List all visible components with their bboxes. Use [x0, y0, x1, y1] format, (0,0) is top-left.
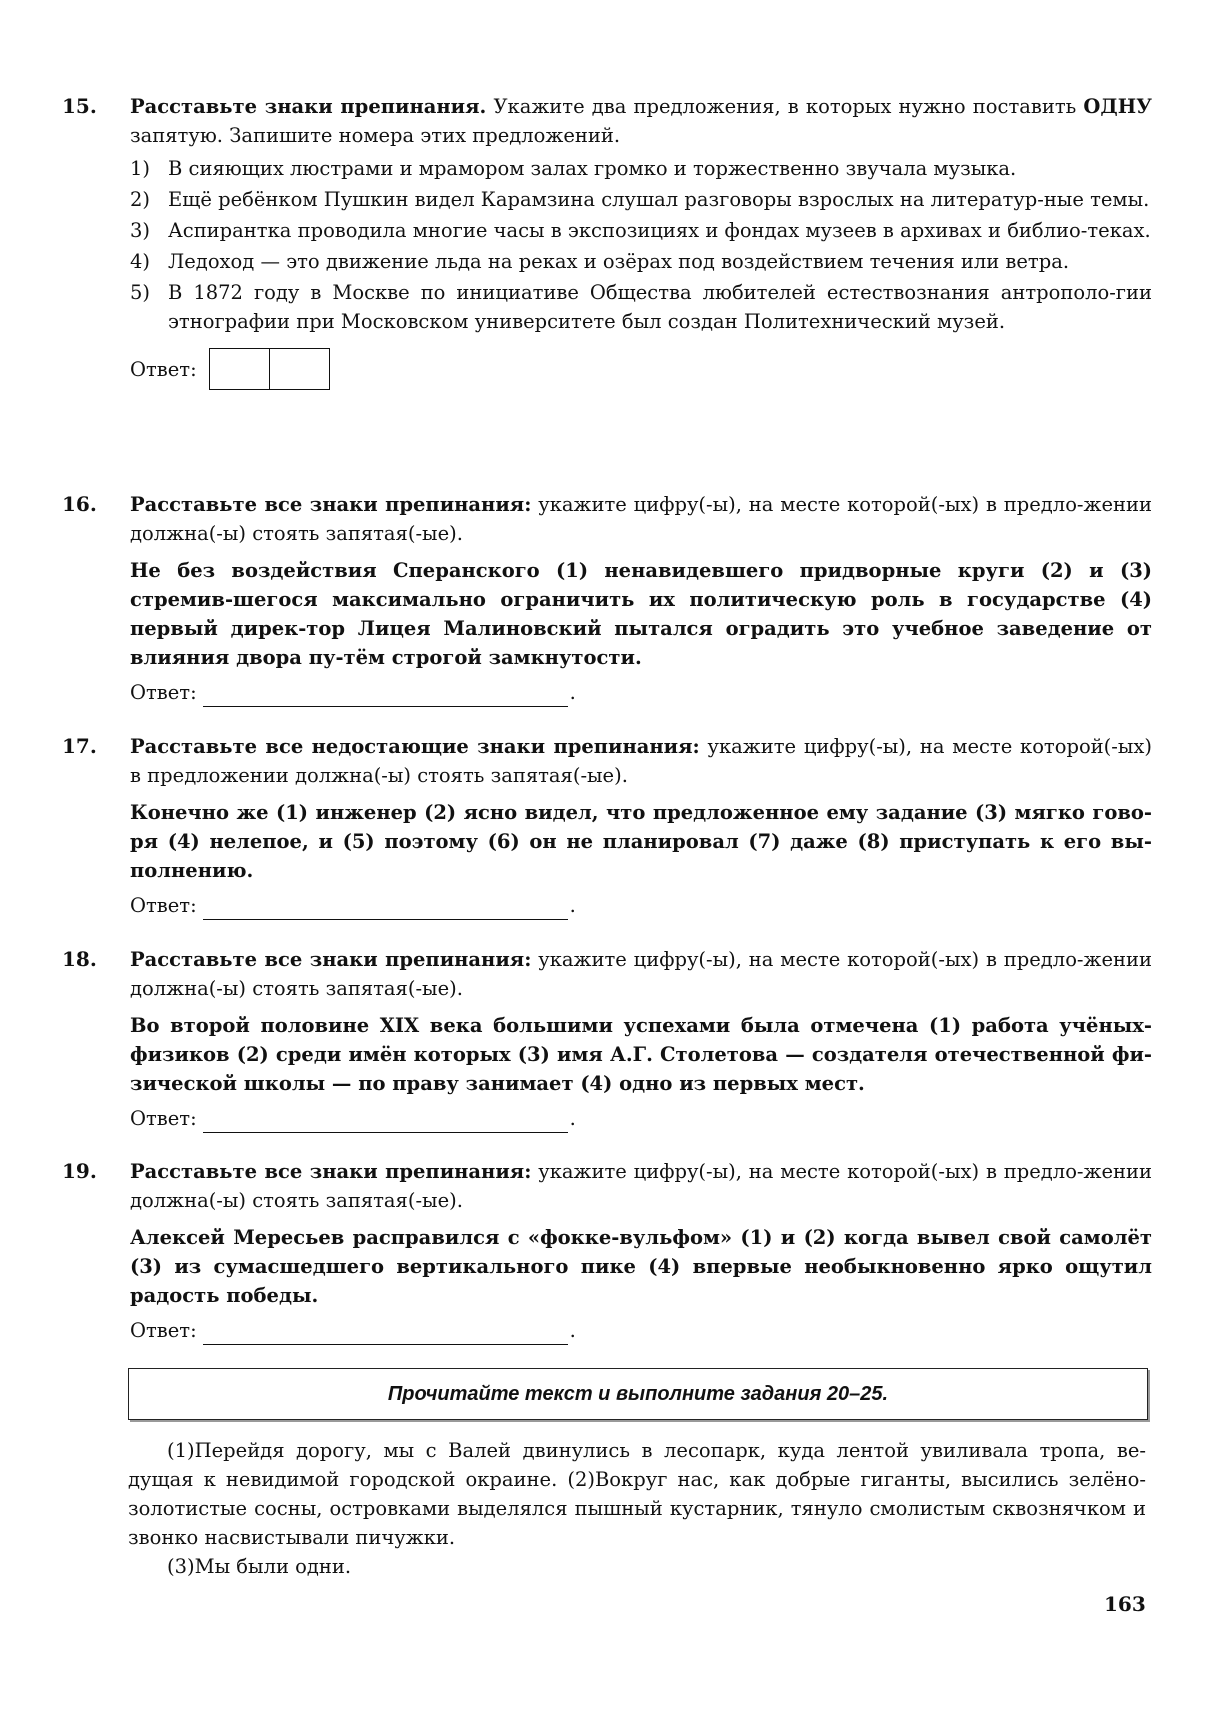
task-number: 17.: [62, 734, 97, 758]
answer-label: Ответ:: [130, 357, 197, 381]
task-sentence: Не без воздействия Сперанского (1) ненавидевшего придворные круги (2) и (3) стремив-шегося максимально ограничить их политическую роль в государстве (4) первый дирек-тор Лицея Малиновский пытался оградить это учебное заведение от влияния двора пу-тём строгой замкнутости.: [130, 559, 1152, 669]
answer-label: Ответ:: [130, 894, 197, 917]
task-17: [62, 732, 1152, 920]
page-number: 163: [1104, 1592, 1146, 1616]
answer-line[interactable]: [203, 1322, 568, 1345]
answer-row: Ответ: .: [130, 1316, 1152, 1345]
reading-paragraph: (3)Мы были одни.: [167, 1555, 352, 1578]
answer-box[interactable]: [269, 349, 329, 389]
answer-boxes[interactable]: [209, 348, 330, 390]
task-number: 19.: [62, 1159, 97, 1183]
list-item: 2) Ещё ребёнком Пушкин видел Карамзина слушал разговоры взрослых на литератур-ные темы.: [130, 188, 1150, 211]
task-instruction: Расставьте все недостающие знаки препинания: укажите цифру(-ы), на месте которой(-ых) в предложении должна(-ы) стоять запятая(-ые).: [130, 735, 1153, 787]
task-sentence: Алексей Мересьев расправился с «фокке-вульфом» (1) и (2) когда вывел свой самолёт (3) из сумасшедшего вертикального пике (4) впервые необыкновенно ярко ощутил радость победы.: [130, 1226, 1152, 1307]
options-list: [130, 154, 1152, 336]
answer-label: Ответ:: [130, 681, 197, 704]
answer-row: [130, 348, 1152, 390]
list-item: 3) Аспирантка проводила многие часы в экспозициях и фондах музеев в архивах и библио-теках.: [130, 219, 1151, 242]
task-instruction: Расставьте все знаки препинания: укажите цифру(-ы), на месте которой(-ых) в предло-жении должна(-ы) стоять запятая(-ые).: [130, 1160, 1152, 1212]
answer-label: Ответ:: [130, 1319, 197, 1342]
reading-paragraph: (1)Перейдя дорогу, мы с Валей двинулись в лесопарк, куда лентой увиливала тропа, ве-дущая к невидимой городской окраине. (2)Вокруг нас, как добрые гиганты, высились зелёно-золотистые сосны, островками выделялся пышный кустарник, тянуло смолистым сквознячком и звонко насвистывали пичужки.: [128, 1439, 1146, 1549]
task-instruction: Расставьте знаки препинания. Укажите два предложения, в которых нужно поставить ОДНУ запятую. Запишите номера этих предложений.: [130, 95, 1152, 147]
answer-row: Ответ: .: [130, 1104, 1152, 1133]
answer-label: Ответ:: [130, 1107, 197, 1130]
task-number: 18.: [62, 947, 97, 971]
answer-row: Ответ: .: [130, 678, 1152, 707]
task-number: 16.: [62, 492, 97, 516]
reading-banner: Прочитайте текст и выполните задания 20–25.: [128, 1368, 1148, 1420]
list-item: 1) В сияющих люстрами и мрамором залах громко и торжественно звучала музыка.: [130, 157, 1017, 180]
list-item: 4) Ледоход — это движение льда на реках и озёрах под воздействием течения или ветра.: [130, 250, 1070, 273]
task-instruction: Расставьте все знаки препинания: укажите цифру(-ы), на месте которой(-ых) в предло-жении должна(-ы) стоять запятая(-ые).: [130, 493, 1152, 545]
task-number: 15.: [62, 94, 97, 118]
reading-text: [128, 1436, 1146, 1581]
answer-line[interactable]: [203, 684, 568, 707]
task-15: [62, 92, 1152, 390]
answer-line[interactable]: [203, 897, 568, 920]
answer-box[interactable]: [210, 349, 269, 389]
list-item: 5) В 1872 году в Москве по инициативе Общества любителей естествознания антрополо-гии этнографии при Московском университете был создан Политехнический музей.: [130, 281, 1152, 333]
task-instruction: Расставьте все знаки препинания: укажите цифру(-ы), на месте которой(-ых) в предло-жении должна(-ы) стоять запятая(-ые).: [130, 948, 1152, 1000]
answer-row: Ответ: .: [130, 891, 1152, 920]
task-18: [62, 945, 1152, 1133]
task-sentence: Во второй половине XIX века большими успехами была отмечена (1) работа учёных-физиков (2) среди имён которых (3) имя А.Г. Столетова — создателя отечественной фи-зической школы — по праву занимает (4) одно из первых мест.: [130, 1014, 1152, 1095]
task-19: [62, 1157, 1152, 1345]
task-sentence: Конечно же (1) инженер (2) ясно видел, что предложенное ему задание (3) мягко гово-ря (4) нелепое, и (5) поэтому (6) он не планировал (7) даже (8) приступать к его вы-полнению.: [130, 801, 1152, 882]
task-16: [62, 490, 1152, 707]
answer-line[interactable]: [203, 1110, 568, 1133]
